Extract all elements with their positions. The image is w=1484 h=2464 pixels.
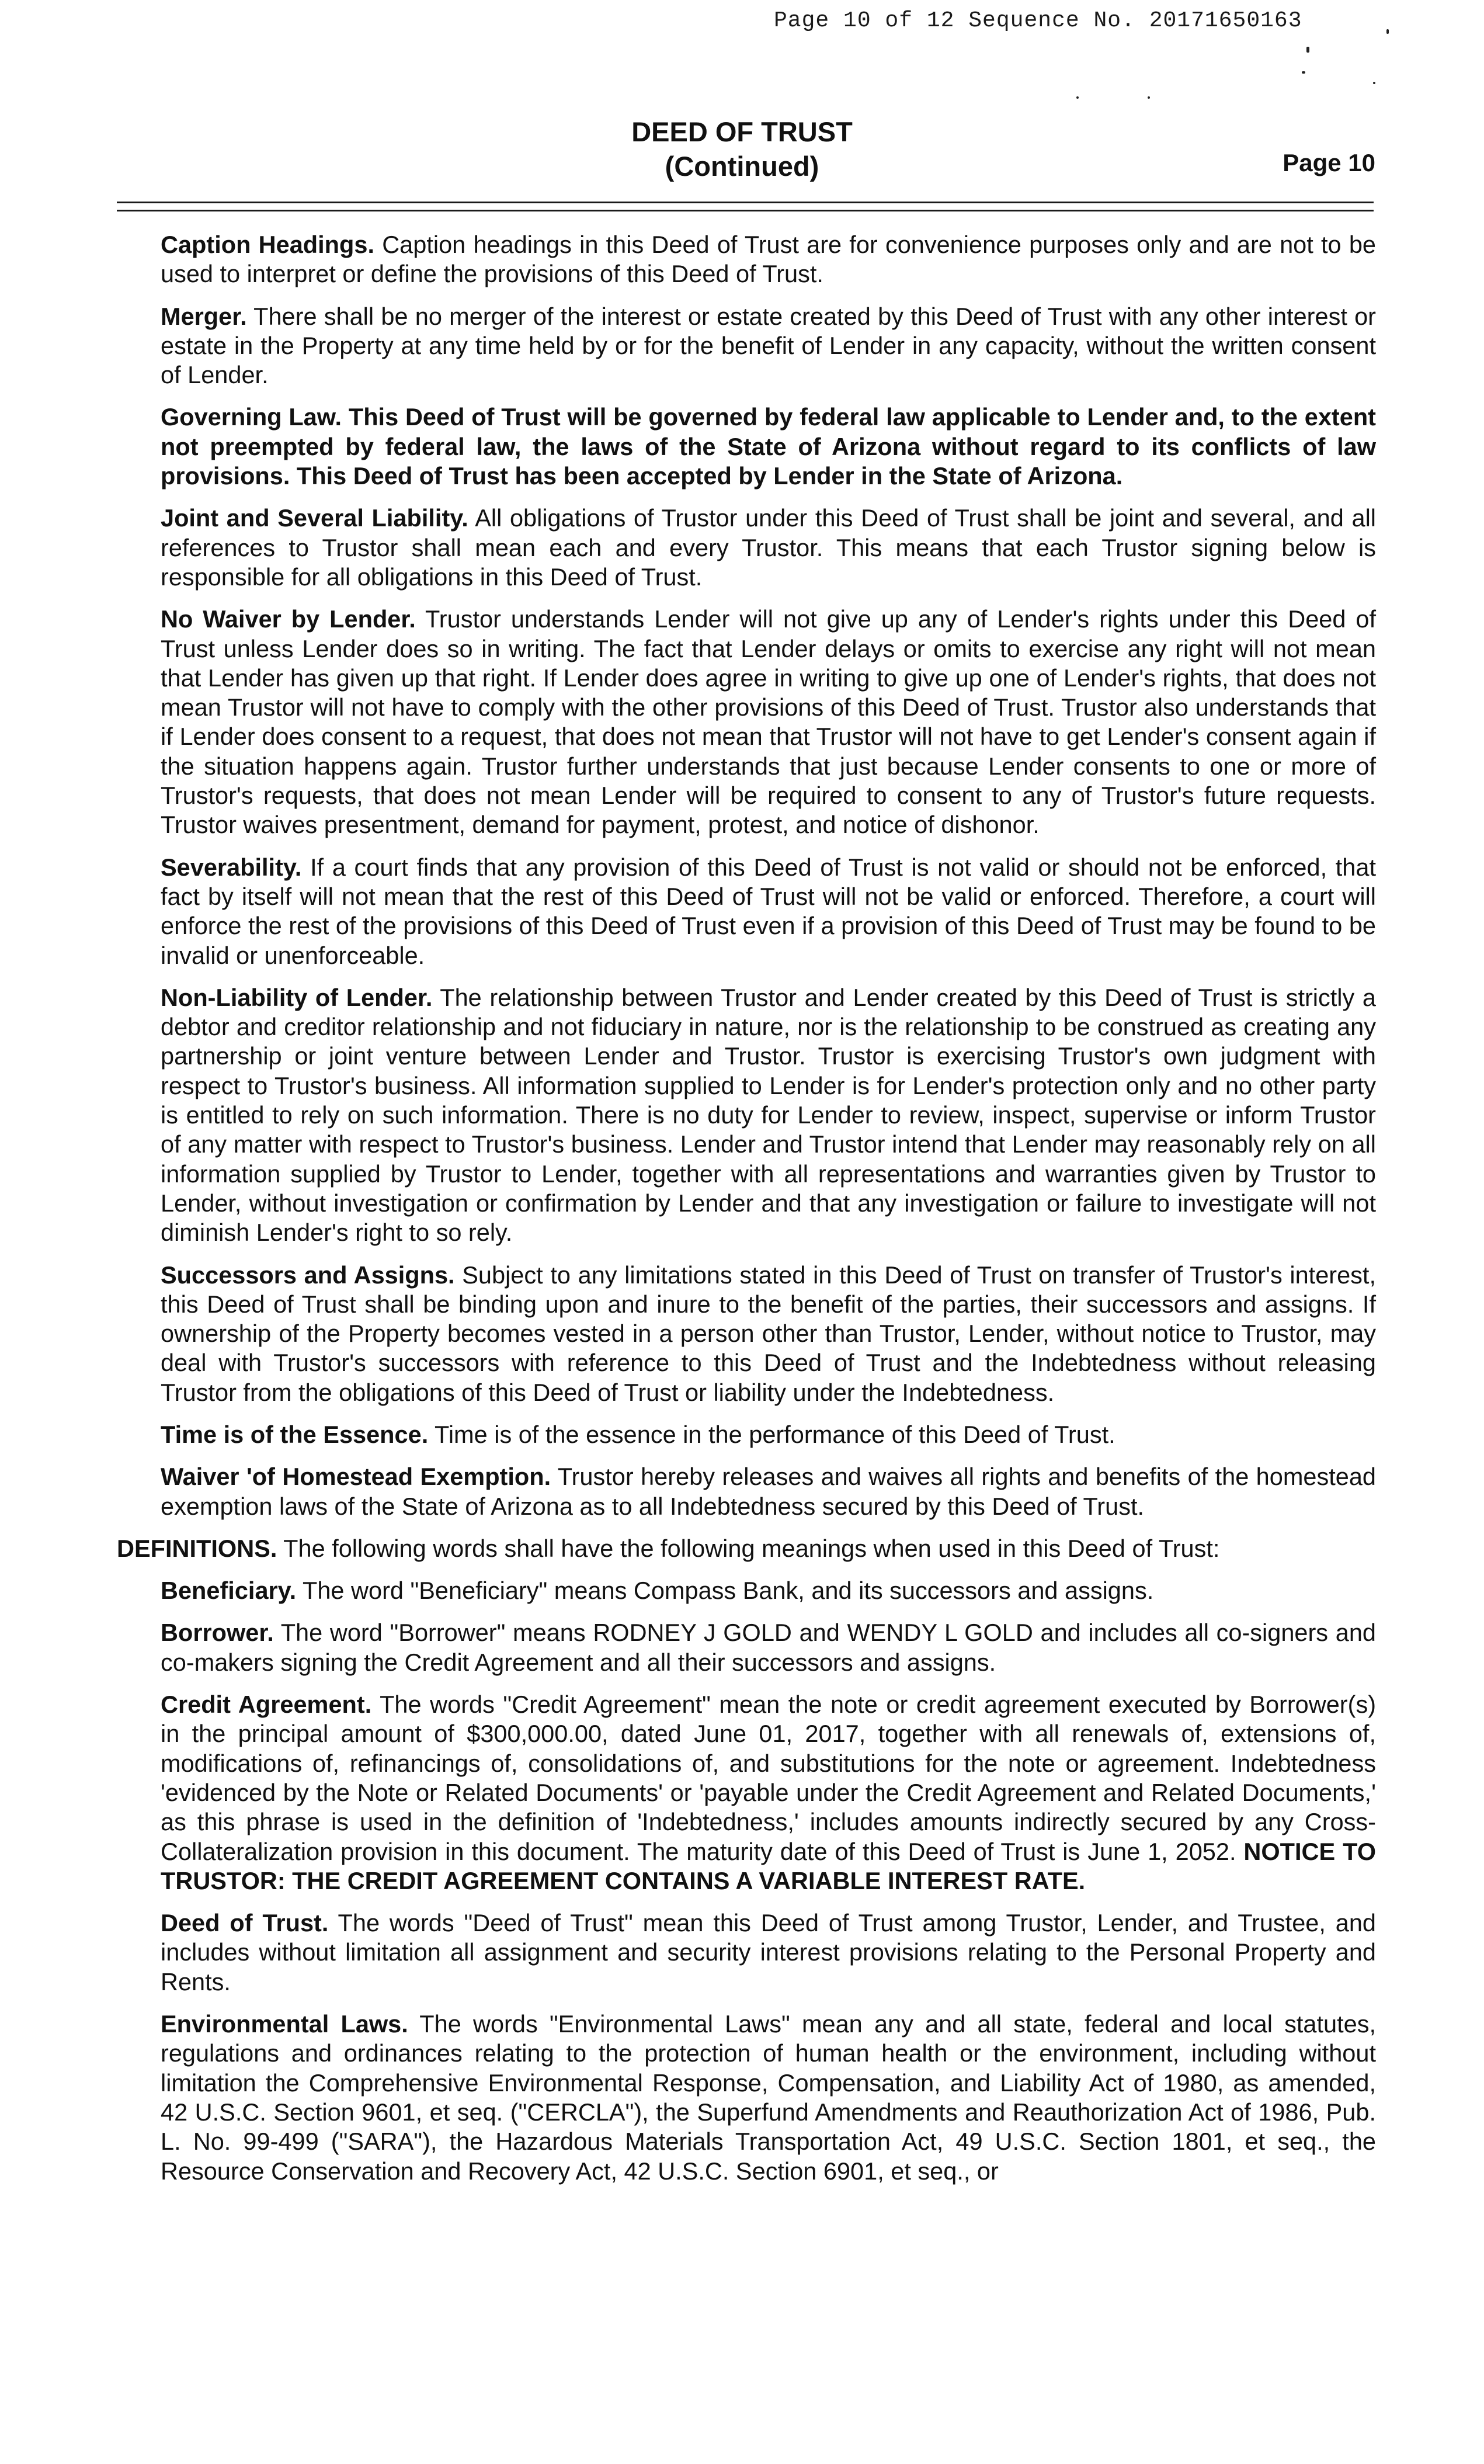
definition-deed-of-trust bbox=[117, 1908, 1376, 1997]
section-text: The relationship between Trustor and Lender created by this Deed of Trust is strictly a debtor and creditor relationship and not fiduciary in nature, nor is the relationship to be construed as creating any partnership or joint venture between Lender and Trustor. Trustor is exercising Trustor's own judgment with respect to Trustor's business. All information supplied to Lender is for Lender's protection only and no other party is entitled to rely on such information. There is no duty for Lender to review, inspect, supervise or inform Trustor of any matter with respect to Trustor's business. Lender and Trustor intend that Lender may reasonably rely on all information supplied by Trustor to Lender, together with all representations and warranties given by Trustor to Lender, without investigation or confirmation by Lender and that any investigation or failure to investigate will not diminish Lender's right to so rely. bbox=[161, 983, 1376, 1247]
document-title: DEED OF TRUST bbox=[631, 116, 853, 147]
section-heading: Governing Law. bbox=[161, 403, 342, 431]
header-rule-top bbox=[117, 202, 1374, 203]
section-non-liability bbox=[117, 983, 1376, 1248]
definitions-intro-text: The following words shall have the following meanings when used in this Deed of Trust: bbox=[283, 1534, 1220, 1562]
definition-heading: Borrower. bbox=[161, 1619, 274, 1647]
definition-environmental-laws bbox=[117, 2010, 1376, 2186]
definition-heading: Environmental Laws. bbox=[161, 2010, 408, 2038]
definition-borrower bbox=[117, 1618, 1376, 1677]
section-joint-several-liability bbox=[117, 504, 1376, 592]
variable-rate-notice: NOTICE TO TRUSTOR: THE CREDIT AGREEMENT CONTAINS A VARIABLE INTEREST RATE. bbox=[161, 1837, 1376, 1894]
definition-text: The words "Deed of Trust" mean this Deed of Trust among Trustor, Lender, and Trustee, and includes without limitation all assignment and security interest provisions relating to the Personal Property and Rents. bbox=[161, 1909, 1377, 1996]
scan-speck bbox=[1302, 71, 1305, 74]
scan-speck bbox=[1373, 82, 1375, 84]
definition-text: The word "Borrower" means RODNEY J GOLD and WENDY L GOLD and includes all co-signers and co-makers signing the Credit Agreement and all their successors and assigns. bbox=[161, 1619, 1376, 1676]
definitions-intro bbox=[117, 1534, 1376, 1563]
scan-speck bbox=[1306, 47, 1309, 53]
definition-text: The words "Environmental Laws" mean any and all state, federal and local statutes, regulations and ordinances relating to the protection of human health or the environment, including without limitation the Comprehensive Environmental Response, Compensation, and Liability Act of 1980, as amended, 42 U.S.C. Section 9601, et seq. ("CERCLA"), the Superfund Amendments and Reauthorization Act of 1986, Pub. L. No. 99-499 ("SARA"), the Hazardous Materials Transportation Act, 49 U.S.C. Section 1801, et seq., the Resource Conservation and Recovery Act, 42 U.S.C. Section 6901, et seq., or bbox=[161, 2010, 1377, 2185]
header-rule-bottom bbox=[117, 210, 1374, 211]
scan-speck bbox=[1076, 96, 1079, 99]
document-body bbox=[117, 230, 1376, 2199]
section-heading: Merger. bbox=[161, 302, 247, 330]
section-text: Trustor hereby releases and waives all rights and benefits of the homestead exemption laws of the State of Arizona as to all Indebtedness secured by this Deed of Trust. bbox=[161, 1463, 1377, 1520]
section-heading: Successors and Assigns. bbox=[161, 1261, 455, 1289]
section-heading: Waiver 'of Homestead Exemption. bbox=[161, 1463, 551, 1491]
section-heading: Caption Headings. bbox=[161, 231, 374, 258]
section-severability bbox=[117, 853, 1376, 970]
definition-text: The word "Beneficiary" means Compass Bank, and its successors and assigns. bbox=[302, 1577, 1154, 1605]
section-text: All obligations of Trustor under this Deed of Trust shall be joint and several, and all references to Trustor shall mean each and every Trustor. This means that each Trustor signing below is responsible for all obligations in this Deed of Trust. bbox=[161, 504, 1377, 591]
page-sequence-stamp: Page 10 of 12 Sequence No. 20171650163 bbox=[774, 8, 1302, 33]
section-heading: Joint and Several Liability. bbox=[161, 504, 468, 532]
section-heading: Severability. bbox=[161, 853, 302, 881]
section-heading: No Waiver by Lender. bbox=[161, 605, 416, 633]
definition-heading: Beneficiary. bbox=[161, 1577, 297, 1605]
section-successors-assigns bbox=[117, 1261, 1376, 1407]
definition-credit-agreement bbox=[117, 1690, 1376, 1896]
definitions-heading: DEFINITIONS. bbox=[117, 1534, 277, 1562]
section-text: Caption headings in this Deed of Trust are for convenience purposes only and are not to be used to interpret or define the provisions of this Deed of Trust. bbox=[161, 231, 1376, 288]
section-text: Time is of the essence in the performance of this Deed of Trust. bbox=[435, 1420, 1115, 1448]
section-text: If a court finds that any provision of this Deed of Trust is not valid or should not be enforced, that fact by itself will not mean that the rest of this Deed of Trust will not be valid or enforced. Therefore, a court will enforce the rest of the provisions of this Deed of Trust even if a provision of this Deed of Trust may be found to be invalid or unenforceable. bbox=[161, 853, 1376, 969]
document-title-block bbox=[0, 114, 1484, 183]
section-text: There shall be no merger of the interest or estate created by this Deed of Trust with any other interest or estate in the Property at any time held by or for the benefit of Lender in any capacity, without the written consent of Lender. bbox=[161, 302, 1376, 389]
section-heading: Non-Liability of Lender. bbox=[161, 983, 433, 1011]
document-subtitle: (Continued) bbox=[665, 151, 819, 182]
definition-heading: Deed of Trust. bbox=[161, 1909, 329, 1937]
page-number-label: Page 10 bbox=[1283, 149, 1375, 176]
section-caption-headings bbox=[117, 230, 1376, 289]
section-merger bbox=[117, 302, 1376, 390]
section-text: Trustor understands Lender will not give up any of Lender's rights under this Deed of Trust unless Lender does so in writing. The fact that Lender delays or omits to exercise any right will not mean that Lender has given up that right. If Lender does agree in writing to give up one of Lender's rights, that does not mean Trustor will not have to comply with the other provisions of this Deed of Trust. Trustor also understands that if Lender does consent to a request, that does not mean that Trustor will not have to get Lender's consent again if the situation happens again. Trustor further understands that just because Lender consents to one or more of Trustor's requests, that does not mean Lender will be required to consent to any of Trustor's future requests. Trustor waives presentment, demand for payment, protest, and notice of dishonor. bbox=[161, 605, 1376, 839]
section-heading: Time is of the Essence. bbox=[161, 1420, 429, 1448]
section-governing-law bbox=[117, 402, 1376, 491]
definition-text: The words "Credit Agreement" mean the note or credit agreement executed by Borrower(s) in the principal amount of $300,000.00, dated June 01, 2017, together with all renewals of, extensions of, modifications of, refinancings of, consolidations of, and substitutions for the note or agreement. Indebtedness 'evidenced by the Note or Related Documents' or 'payable under the Credit Agreement and Related Documents,' as this phrase is used in the definition of 'Indebtedness,' includes amounts indirectly secured by any Cross-Collateralization provision in this document. The maturity date of this Deed of Trust is June 1, 2052. bbox=[161, 1691, 1377, 1865]
section-homestead-waiver bbox=[117, 1462, 1376, 1521]
definition-beneficiary bbox=[117, 1576, 1376, 1605]
scan-speck bbox=[1386, 29, 1389, 34]
section-no-waiver bbox=[117, 605, 1376, 839]
section-text: This Deed of Trust will be governed by federal law applicable to Lender and, to the extent not preempted by federal law, the laws of the State of Arizona without regard to its conflicts of law provisions. This Deed of Trust has been accepted by Lender in the State of Arizona. bbox=[161, 403, 1377, 490]
scan-speck bbox=[1148, 96, 1150, 99]
section-text: Subject to any limitations stated in this Deed of Trust on transfer of Trustor's interest, this Deed of Trust shall be binding upon and inure to the benefit of the parties, their successors and assigns. If ownership of the Property becomes vested in a person other than Trustor, Lender, without notice to Trustor, may deal with Trustor's successors with reference to this Deed of Trust and the Indebtedness without releasing Trustor from the obligations of this Deed of Trust or liability under the Indebtedness. bbox=[161, 1261, 1376, 1406]
section-time-essence bbox=[117, 1420, 1376, 1449]
definition-heading: Credit Agreement. bbox=[161, 1691, 372, 1719]
